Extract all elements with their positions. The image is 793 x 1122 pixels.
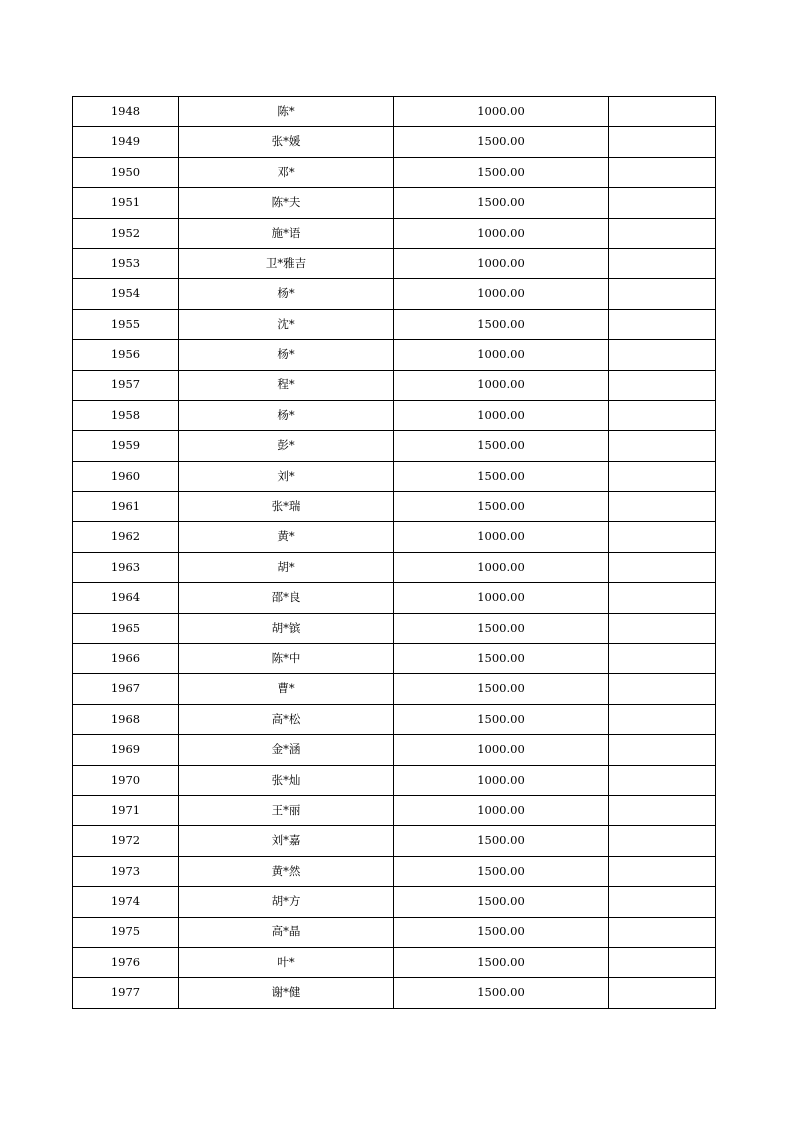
note-cell <box>609 431 716 461</box>
note-cell <box>609 613 716 643</box>
serial-number-cell: 1948 <box>73 97 179 127</box>
name-cell: 叶* <box>179 947 394 977</box>
name-cell: 杨* <box>179 340 394 370</box>
amount-cell: 1500.00 <box>394 704 609 734</box>
note-cell <box>609 492 716 522</box>
name-cell: 王*丽 <box>179 795 394 825</box>
table-row <box>73 583 716 613</box>
serial-number-cell: 1950 <box>73 157 179 187</box>
table-row <box>73 279 716 309</box>
note-cell <box>609 887 716 917</box>
note-cell <box>609 826 716 856</box>
note-cell <box>609 917 716 947</box>
amount-cell: 1500.00 <box>394 127 609 157</box>
table-row <box>73 188 716 218</box>
serial-number-cell: 1951 <box>73 188 179 218</box>
table-row <box>73 340 716 370</box>
name-cell: 胡* <box>179 552 394 582</box>
table-row <box>73 218 716 248</box>
name-cell: 高*松 <box>179 704 394 734</box>
amount-cell: 1500.00 <box>394 157 609 187</box>
table-body <box>73 97 716 1009</box>
note-cell <box>609 856 716 886</box>
note-cell <box>609 309 716 339</box>
serial-number-cell: 1961 <box>73 492 179 522</box>
note-cell <box>609 279 716 309</box>
table-row <box>73 522 716 552</box>
amount-cell: 1500.00 <box>394 887 609 917</box>
note-cell <box>609 340 716 370</box>
note-cell <box>609 735 716 765</box>
name-cell: 曹* <box>179 674 394 704</box>
serial-number-cell: 1959 <box>73 431 179 461</box>
serial-number-cell: 1975 <box>73 917 179 947</box>
serial-number-cell: 1974 <box>73 887 179 917</box>
name-cell: 谢*健 <box>179 978 394 1008</box>
serial-number-cell: 1977 <box>73 978 179 1008</box>
serial-number-cell: 1966 <box>73 644 179 674</box>
note-cell <box>609 552 716 582</box>
serial-number-cell: 1957 <box>73 370 179 400</box>
name-cell: 杨* <box>179 400 394 430</box>
amount-cell: 1500.00 <box>394 856 609 886</box>
note-cell <box>609 644 716 674</box>
table-row <box>73 947 716 977</box>
amount-cell: 1500.00 <box>394 461 609 491</box>
note-cell <box>609 461 716 491</box>
name-cell: 高*晶 <box>179 917 394 947</box>
amount-cell: 1500.00 <box>394 674 609 704</box>
amount-cell: 1000.00 <box>394 522 609 552</box>
note-cell <box>609 765 716 795</box>
serial-number-cell: 1972 <box>73 826 179 856</box>
table-row <box>73 157 716 187</box>
note-cell <box>609 248 716 278</box>
name-cell: 邓* <box>179 157 394 187</box>
name-cell: 胡*方 <box>179 887 394 917</box>
note-cell <box>609 97 716 127</box>
table-row <box>73 492 716 522</box>
note-cell <box>609 795 716 825</box>
table-row <box>73 856 716 886</box>
name-cell: 陈*中 <box>179 644 394 674</box>
serial-number-cell: 1969 <box>73 735 179 765</box>
serial-number-cell: 1976 <box>73 947 179 977</box>
name-cell: 张*瑞 <box>179 492 394 522</box>
table-row <box>73 431 716 461</box>
note-cell <box>609 188 716 218</box>
serial-number-cell: 1949 <box>73 127 179 157</box>
amount-cell: 1500.00 <box>394 492 609 522</box>
amount-cell: 1500.00 <box>394 644 609 674</box>
serial-number-cell: 1967 <box>73 674 179 704</box>
name-cell: 陈* <box>179 97 394 127</box>
serial-number-cell: 1956 <box>73 340 179 370</box>
serial-number-cell: 1953 <box>73 248 179 278</box>
amount-cell: 1500.00 <box>394 947 609 977</box>
table-row <box>73 400 716 430</box>
name-cell: 沈* <box>179 309 394 339</box>
name-cell: 彭* <box>179 431 394 461</box>
amount-cell: 1500.00 <box>394 917 609 947</box>
table-row <box>73 613 716 643</box>
table-row <box>73 461 716 491</box>
table-row <box>73 978 716 1008</box>
serial-number-cell: 1960 <box>73 461 179 491</box>
name-cell: 黄*然 <box>179 856 394 886</box>
table-row <box>73 552 716 582</box>
serial-number-cell: 1964 <box>73 583 179 613</box>
data-table <box>72 96 716 1009</box>
amount-cell: 1000.00 <box>394 795 609 825</box>
table-row <box>73 795 716 825</box>
table-row <box>73 309 716 339</box>
name-cell: 刘*嘉 <box>179 826 394 856</box>
amount-cell: 1000.00 <box>394 400 609 430</box>
amount-cell: 1000.00 <box>394 552 609 582</box>
table-row <box>73 917 716 947</box>
table-row <box>73 97 716 127</box>
amount-cell: 1500.00 <box>394 826 609 856</box>
serial-number-cell: 1963 <box>73 552 179 582</box>
name-cell: 张*媛 <box>179 127 394 157</box>
serial-number-cell: 1952 <box>73 218 179 248</box>
note-cell <box>609 157 716 187</box>
serial-number-cell: 1970 <box>73 765 179 795</box>
amount-cell: 1000.00 <box>394 583 609 613</box>
table-row <box>73 644 716 674</box>
table-row <box>73 674 716 704</box>
name-cell: 邵*良 <box>179 583 394 613</box>
table-row <box>73 127 716 157</box>
note-cell <box>609 522 716 552</box>
table-row <box>73 370 716 400</box>
note-cell <box>609 370 716 400</box>
name-cell: 施*语 <box>179 218 394 248</box>
serial-number-cell: 1973 <box>73 856 179 886</box>
amount-cell: 1000.00 <box>394 279 609 309</box>
table-row <box>73 887 716 917</box>
serial-number-cell: 1971 <box>73 795 179 825</box>
note-cell <box>609 583 716 613</box>
serial-number-cell: 1962 <box>73 522 179 552</box>
table-row <box>73 735 716 765</box>
note-cell <box>609 218 716 248</box>
amount-cell: 1500.00 <box>394 431 609 461</box>
name-cell: 金*涵 <box>179 735 394 765</box>
serial-number-cell: 1965 <box>73 613 179 643</box>
table-row <box>73 765 716 795</box>
amount-cell: 1000.00 <box>394 735 609 765</box>
name-cell: 刘* <box>179 461 394 491</box>
note-cell <box>609 127 716 157</box>
amount-cell: 1500.00 <box>394 613 609 643</box>
serial-number-cell: 1954 <box>73 279 179 309</box>
name-cell: 黄* <box>179 522 394 552</box>
table-row <box>73 248 716 278</box>
amount-cell: 1000.00 <box>394 765 609 795</box>
serial-number-cell: 1958 <box>73 400 179 430</box>
name-cell: 杨* <box>179 279 394 309</box>
name-cell: 张*灿 <box>179 765 394 795</box>
note-cell <box>609 674 716 704</box>
amount-cell: 1000.00 <box>394 97 609 127</box>
amount-cell: 1500.00 <box>394 309 609 339</box>
note-cell <box>609 947 716 977</box>
note-cell <box>609 978 716 1008</box>
serial-number-cell: 1968 <box>73 704 179 734</box>
name-cell: 胡*镔 <box>179 613 394 643</box>
amount-cell: 1000.00 <box>394 340 609 370</box>
note-cell <box>609 400 716 430</box>
serial-number-cell: 1955 <box>73 309 179 339</box>
name-cell: 陈*夫 <box>179 188 394 218</box>
table-row <box>73 704 716 734</box>
amount-cell: 1000.00 <box>394 218 609 248</box>
amount-cell: 1000.00 <box>394 370 609 400</box>
table-row <box>73 826 716 856</box>
amount-cell: 1500.00 <box>394 978 609 1008</box>
amount-cell: 1000.00 <box>394 248 609 278</box>
name-cell: 卫*雅吉 <box>179 248 394 278</box>
name-cell: 程* <box>179 370 394 400</box>
note-cell <box>609 704 716 734</box>
amount-cell: 1500.00 <box>394 188 609 218</box>
